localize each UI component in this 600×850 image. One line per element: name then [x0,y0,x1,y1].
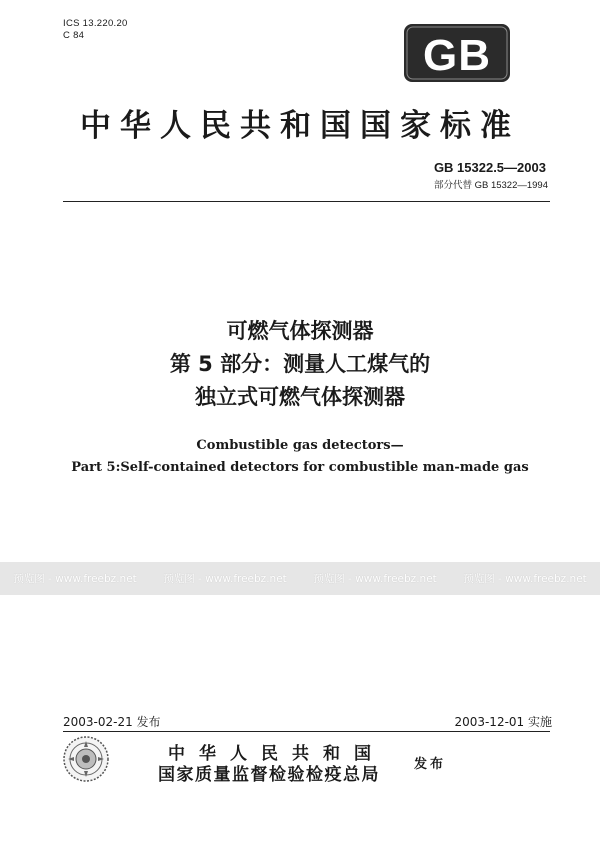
issuing-authority [158,744,385,786]
watermark-text: 预览图 - www.freebz.net [163,573,287,585]
classification-codes [63,18,128,42]
issue-action: 发布 [414,757,447,772]
effective-date: 2003-12-01 实施 [454,715,552,729]
chinese-title-line-3: 独立式可燃气体探测器 [195,385,405,409]
ccs-code: C 84 [63,30,85,41]
watermark-text: 预览图 - www.freebz.net [313,573,437,585]
ics-code: ICS 13.220.20 [63,18,128,29]
watermark-text: 预览图 - www.freebz.net [463,573,587,585]
national-standard-title: 中华人民共和国国家标准 [80,108,520,144]
chinese-title-line-2: 第 5 部分：测量人工煤气的 [169,352,431,376]
standard-number-block [434,160,548,191]
chinese-title [0,315,600,414]
english-title-line-1: Combustible gas detectors— [196,438,404,453]
divider-top [63,201,550,202]
english-title-line-2: Part 5:Self-contained detectors for combustible man-made gas [71,460,529,475]
issuer-line-1: 中华人民共和国 [168,744,385,764]
standard-number: GB 15322.5—2003 [433,160,546,175]
watermark-band [0,562,600,595]
gb-logo-text: GB [423,31,491,80]
english-title [0,435,600,479]
official-seal-icon [62,735,110,783]
gb-logo [402,22,512,84]
divider-bottom [63,731,550,732]
issuer-line-2: 国家质量监督检验检疫总局 [158,765,380,785]
watermark-text: 预览图 - www.freebz.net [13,573,137,585]
replaces-note: 部分代替 GB 15322—1994 [433,180,548,191]
chinese-title-line-1: 可燃气体探测器 [226,319,374,343]
issue-date: 2003-02-21 发布 [63,715,161,729]
